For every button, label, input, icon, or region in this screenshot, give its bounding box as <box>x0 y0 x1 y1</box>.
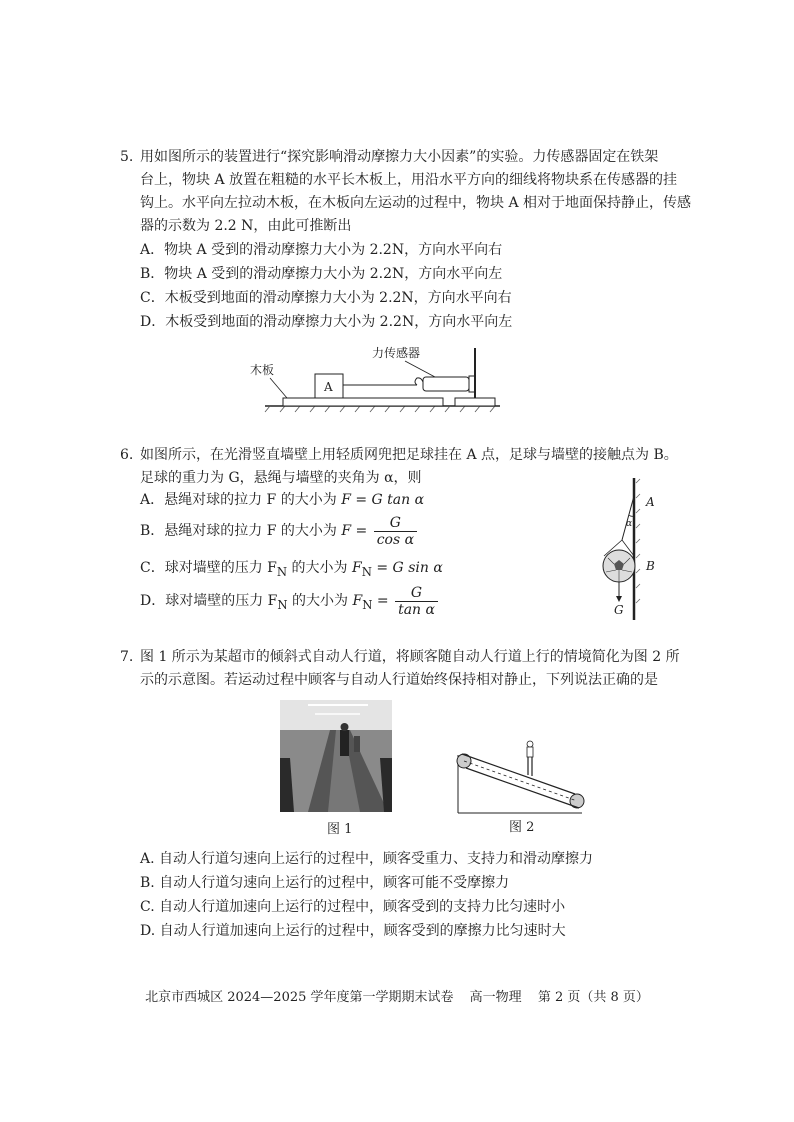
q5-line-1: 5. 用如图所示的装置进行“探究影响滑动摩擦力大小因素”的实验。力传感器固定在铁架 <box>120 146 691 169</box>
footer-subject: 高一物理 <box>469 990 522 1005</box>
figure-1-caption: 图 1 <box>327 822 353 837</box>
q5-option-a: A．物块 A 受到的滑动摩擦力大小为 2.2N，方向水平向右 <box>140 242 503 258</box>
ground-hatch <box>265 406 495 412</box>
q5-option-b: B．物块 A 受到的滑动摩擦力大小为 2.2N，方向水平向左 <box>140 266 503 282</box>
figure-2-caption: 图 2 <box>509 820 535 835</box>
q6-d-fraction: $\frac{G}{\text{tan α}}$ <box>395 585 438 618</box>
hook <box>415 378 423 385</box>
belt-bottom <box>466 768 579 808</box>
customer <box>527 741 533 776</box>
q6-line-1: 6. 如图所示，在光滑竖直墙壁上用轻质网兜把足球挂在 A 点，足球与墙壁的接触点为 B。 <box>120 444 678 467</box>
q7-option-a: A. 自动人行道匀速向上运行的过程中，顾客受重力、支持力和滑动摩擦力 <box>140 851 594 867</box>
label-g: G <box>614 603 624 617</box>
q6-option-a: A．悬绳对球的拉力 F 的大小为 F = G tan α <box>140 492 425 508</box>
question-5 <box>120 146 691 238</box>
footer-exam: 北京市西城区 2024—2025 学年度第一学期期末试卷 <box>145 990 454 1005</box>
board-label: 木板 <box>250 363 275 377</box>
belt-top <box>462 754 575 794</box>
sensor-label: 力传感器 <box>372 346 421 360</box>
force-sensor <box>423 377 469 391</box>
q5-line-3: 钩上。水平向左拉动木板，在木板向左运动的过程中，物块 A 相对于地面保持静止，传感 <box>140 195 692 211</box>
wooden-board <box>283 398 443 406</box>
q6-b-fraction: $\frac{G}{\text{cos α}}$ <box>374 515 417 548</box>
footer-page: 第 2 页（共 8 页） <box>537 990 649 1005</box>
label-alpha: α <box>626 519 633 529</box>
q6-option-c: C．球对墙壁的压力 $F_N$ 的大小为 $F_N = G$ sin α <box>140 560 443 579</box>
gravity-arrowhead <box>616 596 622 602</box>
person-1 <box>340 730 349 756</box>
person-2 <box>354 736 360 752</box>
question-7 <box>120 646 680 692</box>
q5-option-c: C．木板受到地面的滑动摩擦力大小为 2.2N，方向水平向右 <box>140 290 512 306</box>
q6-line-2: 足球的重力为 G，悬绳与墙壁的夹角为 α，则 <box>140 470 422 486</box>
q6-number: 6. <box>120 447 134 463</box>
q7-line-1: 7. 图 1 所示为某超市的倾斜式自动人行道，将顾客随自动人行道上行的情境简化为图 2 所 <box>120 646 680 669</box>
q7-walkway-schematic <box>450 735 590 815</box>
label-a: A <box>646 495 655 509</box>
q5-line-2: 台上，物块 A 放置在粗糙的水平长木板上，用沿水平方向的细线将物块系在传感器的挂 <box>140 172 678 188</box>
q6-football-wall-figure <box>590 478 670 623</box>
wall-hatch <box>636 479 640 603</box>
q7-line-2: 示的示意图。若运动过程中顾客与自动人行道始终保持相对静止，下列说法正确的是 <box>140 672 658 688</box>
q7-moving-walkway-photo <box>280 700 392 812</box>
sensor-leader <box>405 361 435 377</box>
block-a-label: A <box>324 380 333 394</box>
q7-option-c: C. 自动人行道加速向上运行的过程中，顾客受到的支持力比匀速时小 <box>140 899 566 915</box>
board-leader <box>270 378 287 398</box>
stand-base <box>455 398 495 406</box>
q6-option-d: D．球对墙壁的压力 $F_N$ 的大小为 $F_N$ = $\frac{G}{\text{tan α}}$ <box>140 584 440 622</box>
q5-number: 5. <box>120 149 134 165</box>
q7-number: 7. <box>120 649 134 665</box>
q5-option-d: D．木板受到地面的滑动摩擦力大小为 2.2N，方向水平向左 <box>140 314 513 330</box>
q7-option-b: B. 自动人行道匀速向上运行的过程中，顾客可能不受摩擦力 <box>140 875 510 891</box>
q6-option-b: B．悬绳对球的拉力 F 的大小为 F = $\frac{G}{\text{cos α}}$ <box>140 514 419 548</box>
rope <box>622 496 634 540</box>
q7-option-d: D. 自动人行道加速向上运行的过程中，顾客受到的摩擦力比匀速时大 <box>140 923 566 939</box>
page-footer <box>0 986 794 1005</box>
belt-dashed <box>464 761 577 801</box>
q5-line-4: 器的示数为 2.2 N，由此可推断出 <box>140 218 352 234</box>
q5-friction-apparatus-figure <box>245 340 515 415</box>
label-b: B <box>646 559 655 573</box>
